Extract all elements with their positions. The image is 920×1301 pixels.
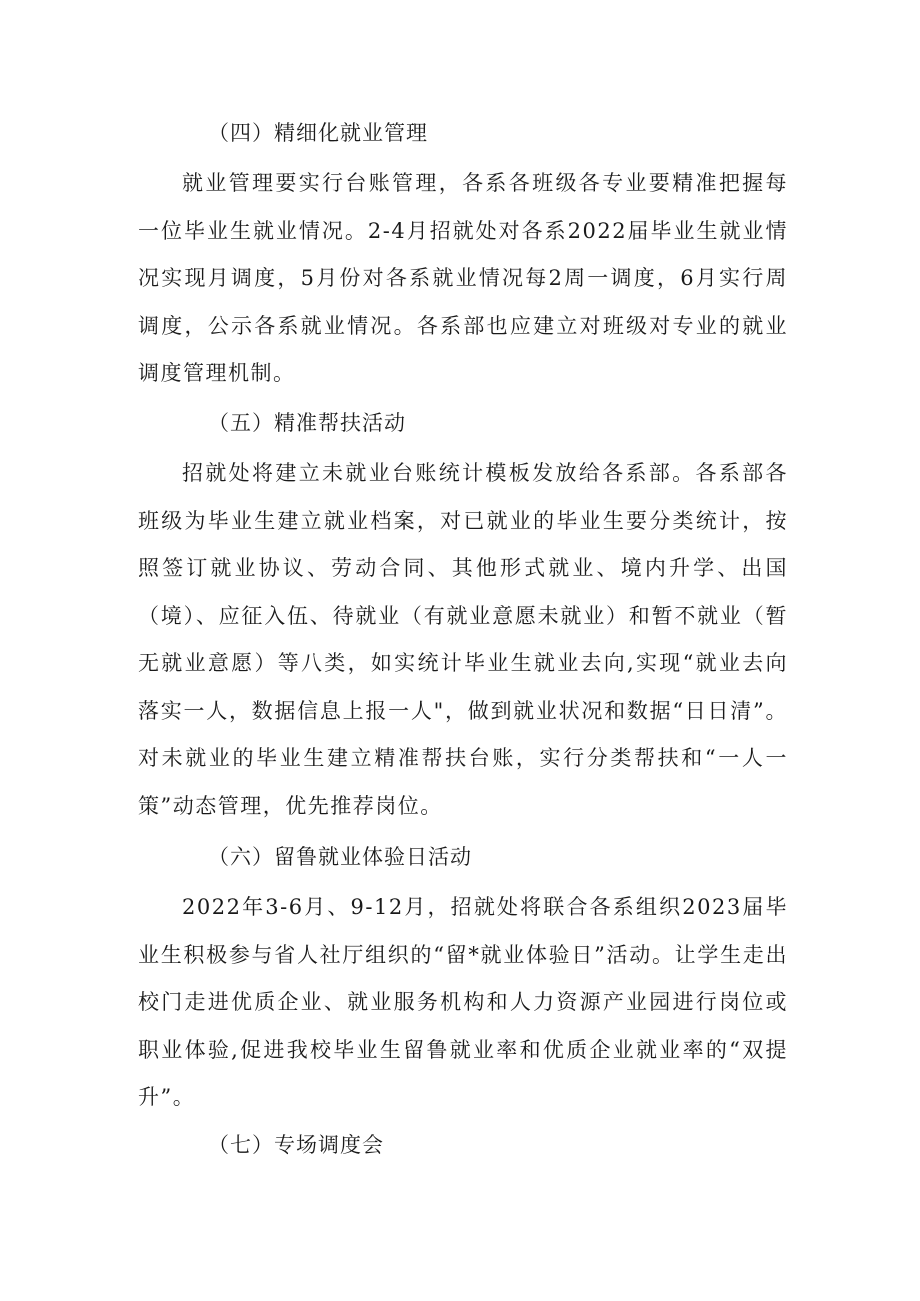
section-paragraph-4: 就业管理要实行台账管理，各系各班级各专业要精准把握每一位毕业生就业情况。2-4月招就处对各系2022届毕业生就业情况实现月调度，5月份对各系就业情况每2周一调度，6月实行周调度，公示各系就业情况。各系部也应建立对班级对专业的就业调度管理机制。 (138, 171, 788, 385)
section-heading-4: （四）精细化就业管理 (208, 121, 428, 145)
section-paragraph-6: 2022年3-6月、9-12月，招就处将联合各系组织2023届毕业生积极参与省人社厅组织的“留*就业体验日”活动。让学生走出校门走进优质企业、就业服务机构和人力资源产业园进行岗位或职业体验,促进我校毕业生留鲁就业率和优质企业就业率的“双提升”。 (138, 895, 788, 1109)
section-paragraph-5: 招就处将建立未就业台账统计模板发放给各系部。各系部各班级为毕业生建立就业档案，对已就业的毕业生要分类统计，按照签订就业协议、劳动合同、其他形式就业、境内升学、出国（境）、应征入伍、待就业（有就业意愿未就业）和暂不就业（暂无就业意愿）等八类，如实统计毕业生就业去向,实现“就业去向落实一人，数据信息上报一人"，做到就业状况和数据“日日清”。对未就业的毕业生建立精准帮扶台账，实行分类帮扶和“一人一策”动态管理，优先推荐岗位。 (138, 461, 788, 818)
section-heading-7: （七）专场调度会 (208, 1133, 384, 1157)
section-heading-6: （六）留鲁就业体验日活动 (208, 845, 472, 869)
section-heading-5: （五）精准帮扶活动 (208, 411, 406, 435)
